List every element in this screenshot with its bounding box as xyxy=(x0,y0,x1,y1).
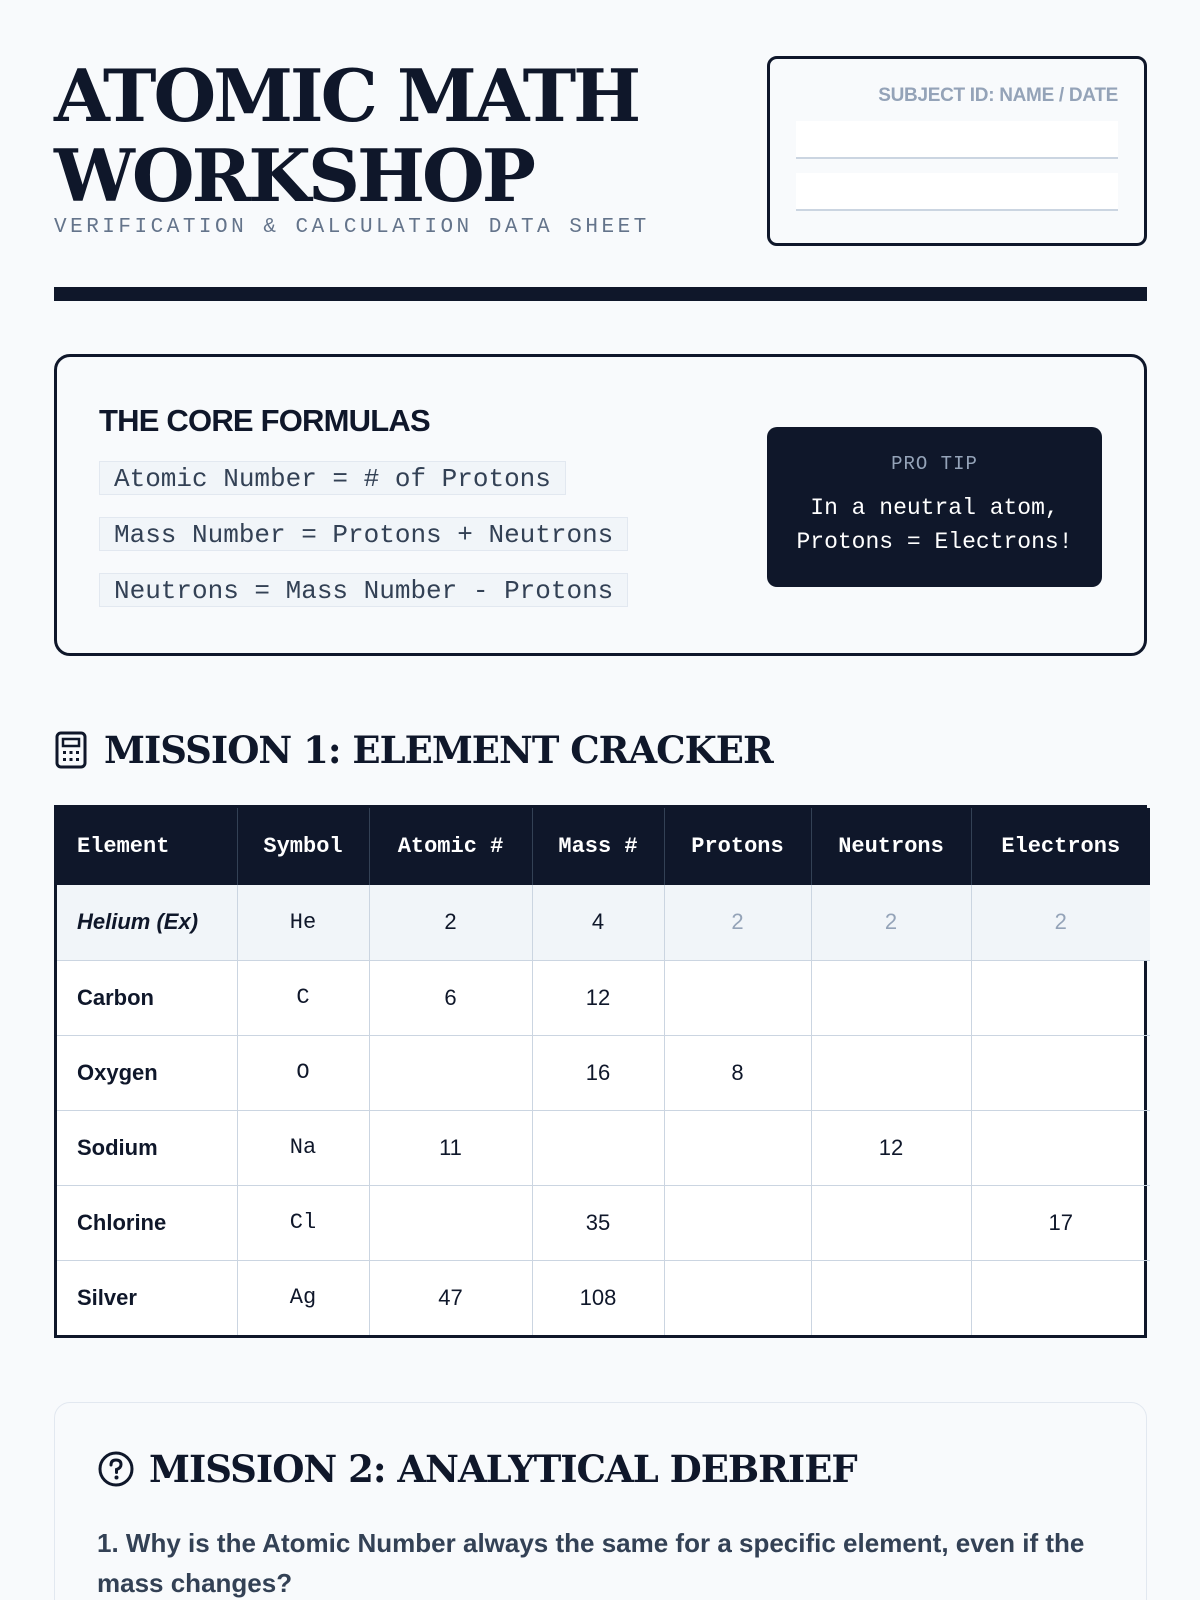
cell-neutrons[interactable] xyxy=(811,1185,971,1260)
cell-protons: 2 xyxy=(664,885,811,960)
cell-symbol: Ag xyxy=(237,1260,369,1335)
table-header-row xyxy=(57,808,1150,885)
cell-mass-number: 108 xyxy=(532,1260,664,1335)
pro-tip-box xyxy=(767,427,1102,587)
cell-protons: 8 xyxy=(664,1035,811,1110)
cell-protons[interactable] xyxy=(664,1260,811,1335)
cell-mass-number: 35 xyxy=(532,1185,664,1260)
col-protons: Protons xyxy=(664,808,811,885)
cell-element: Carbon xyxy=(57,960,237,1035)
mission2-panel xyxy=(54,1402,1147,1600)
cell-electrons[interactable] xyxy=(971,960,1150,1035)
cell-element: Oxygen xyxy=(57,1035,237,1110)
name-line[interactable] xyxy=(796,121,1118,159)
mission1-header xyxy=(54,728,773,772)
formulas-heading: THE CORE FORMULAS xyxy=(99,403,430,438)
cell-electrons[interactable] xyxy=(971,1035,1150,1110)
cell-mass-number: 16 xyxy=(532,1035,664,1110)
cell-element: Helium (Ex) xyxy=(57,885,237,960)
formula-neutrons: Neutrons = Mass Number - Protons xyxy=(99,573,628,607)
mission1-heading: MISSION 1: ELEMENT CRACKER xyxy=(104,728,773,772)
cell-mass-number: 12 xyxy=(532,960,664,1035)
col-electrons: Electrons xyxy=(971,808,1150,885)
cell-symbol: C xyxy=(237,960,369,1035)
formula-mass-number: Mass Number = Protons + Neutrons xyxy=(99,517,628,551)
cell-protons[interactable] xyxy=(664,1110,811,1185)
page-title xyxy=(54,53,694,218)
cell-atomic-number: 11 xyxy=(369,1110,532,1185)
cell-symbol: O xyxy=(237,1035,369,1110)
table-row-silver xyxy=(57,1260,1150,1335)
cell-neutrons[interactable] xyxy=(811,1260,971,1335)
element-table xyxy=(54,805,1147,1338)
cell-symbol: Na xyxy=(237,1110,369,1185)
question-circle-icon xyxy=(97,1450,135,1488)
pro-tip-line-2: Protons = Electrons! xyxy=(796,529,1073,555)
date-line[interactable] xyxy=(796,173,1118,211)
title-line-2: WORKSHOP xyxy=(54,133,533,218)
cell-protons[interactable] xyxy=(664,1185,811,1260)
header xyxy=(54,53,1147,304)
table-row-sodium xyxy=(57,1110,1150,1185)
cell-electrons[interactable] xyxy=(971,1110,1150,1185)
pro-tip-line-1: In a neutral atom, xyxy=(810,495,1059,521)
cell-protons[interactable] xyxy=(664,960,811,1035)
mission2-header xyxy=(97,1447,857,1491)
cell-atomic-number: 6 xyxy=(369,960,532,1035)
cell-mass-number[interactable] xyxy=(532,1110,664,1185)
cell-neutrons: 2 xyxy=(811,885,971,960)
question-1: 1. Why is the Atomic Number always the same for a specific element, even if the mass changes? xyxy=(97,1528,1085,1598)
cell-element: Silver xyxy=(57,1260,237,1335)
cell-electrons: 17 xyxy=(971,1185,1150,1260)
cell-mass-number: 4 xyxy=(532,885,664,960)
col-neutrons: Neutrons xyxy=(811,808,971,885)
cell-neutrons: 12 xyxy=(811,1110,971,1185)
cell-electrons: 2 xyxy=(971,885,1150,960)
table-row-carbon xyxy=(57,960,1150,1035)
cell-electrons[interactable] xyxy=(971,1260,1150,1335)
table-row-helium xyxy=(57,885,1150,960)
pro-tip-text xyxy=(767,491,1102,559)
cell-symbol: Cl xyxy=(237,1185,369,1260)
page-subtitle: VERIFICATION & CALCULATION DATA SHEET xyxy=(54,216,650,239)
formula-atomic-number: Atomic Number = # of Protons xyxy=(99,461,566,495)
cell-atomic-number[interactable] xyxy=(369,1035,532,1110)
cell-element: Chlorine xyxy=(57,1185,237,1260)
col-element: Element xyxy=(57,808,237,885)
table-row-oxygen xyxy=(57,1035,1150,1110)
cell-neutrons[interactable] xyxy=(811,1035,971,1110)
mission2-heading: MISSION 2: ANALYTICAL DEBRIEF xyxy=(149,1447,857,1491)
cell-symbol: He xyxy=(237,885,369,960)
cell-atomic-number[interactable] xyxy=(369,1185,532,1260)
subject-id-label: SUBJECT ID: NAME / DATE xyxy=(878,85,1118,106)
calculator-icon xyxy=(54,730,88,770)
core-formulas-panel xyxy=(54,354,1147,656)
col-symbol: Symbol xyxy=(237,808,369,885)
cell-atomic-number: 2 xyxy=(369,885,532,960)
header-divider xyxy=(54,287,1147,301)
table-row-chlorine xyxy=(57,1185,1150,1260)
subject-id-box xyxy=(767,56,1147,246)
title-line-1: ATOMIC MATH xyxy=(54,53,639,138)
col-atomic-number: Atomic # xyxy=(369,808,532,885)
cell-element: Sodium xyxy=(57,1110,237,1185)
col-mass-number: Mass # xyxy=(532,808,664,885)
cell-neutrons[interactable] xyxy=(811,960,971,1035)
pro-tip-label: PRO TIP xyxy=(891,453,978,475)
cell-atomic-number: 47 xyxy=(369,1260,532,1335)
